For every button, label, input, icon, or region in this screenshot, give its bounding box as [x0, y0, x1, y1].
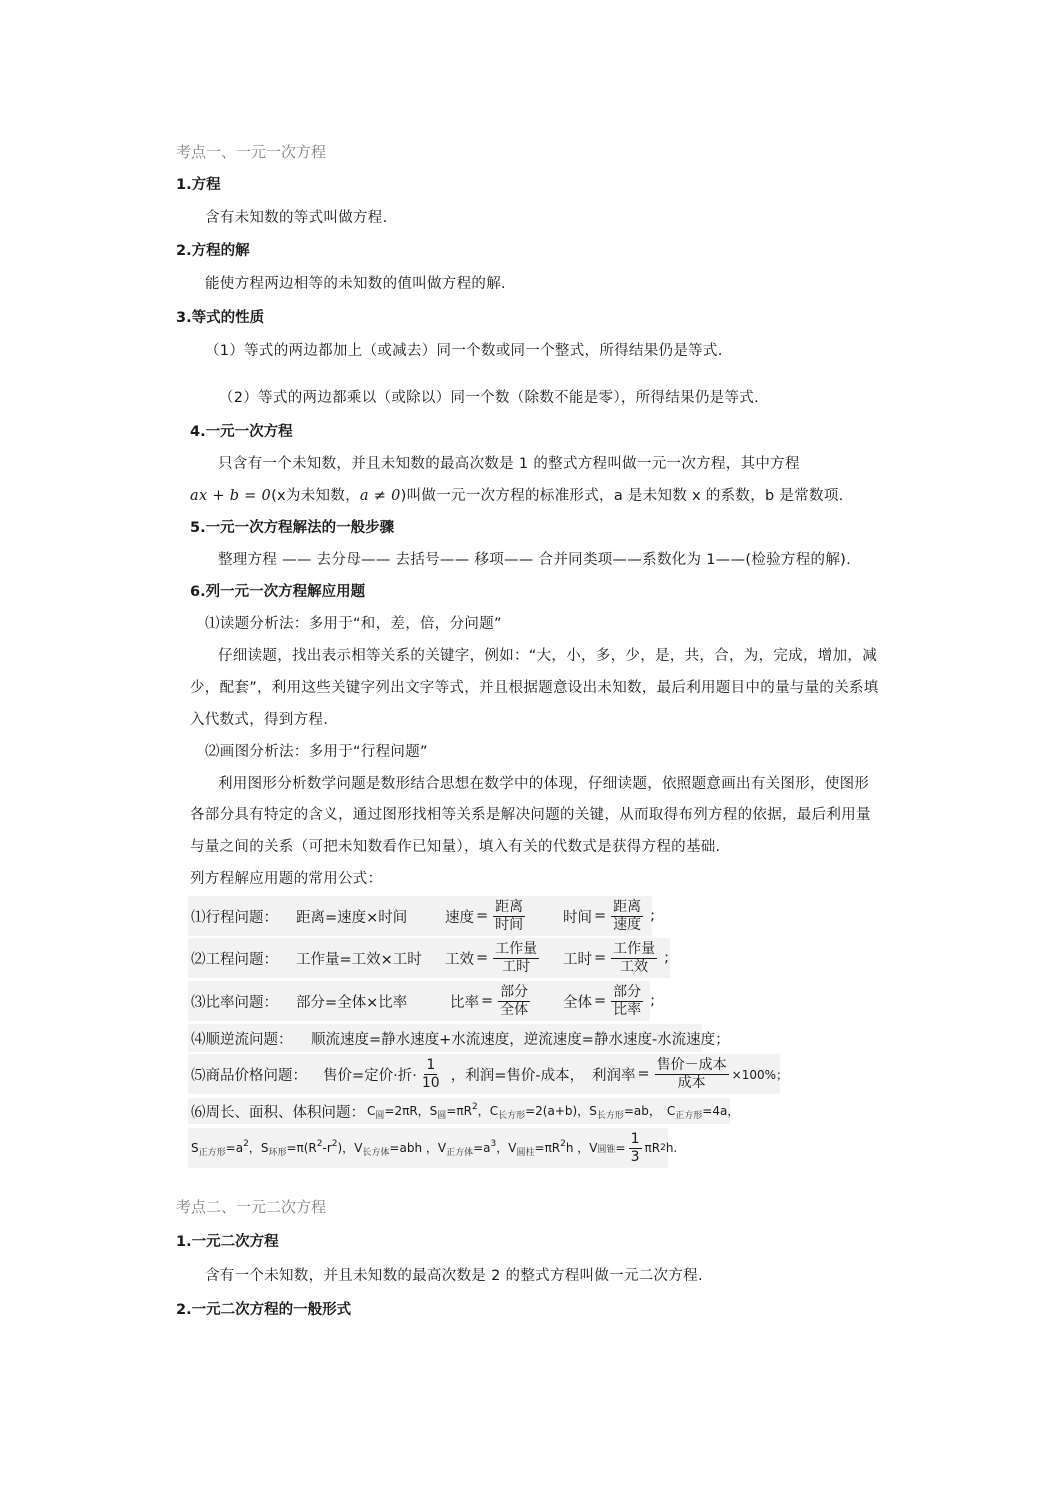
geometry-label: ⑹周长、面积、体积问题： [191, 1104, 365, 1121]
formula-travel-label: ⑴行程问题： [191, 909, 278, 926]
method-1-line-2: 少，配套”，利用这些关键字列出文字等式，并且根据题意设出未知数，最后利用题目中的量与量的关系填 [190, 680, 879, 696]
speed-lhs: 速度 [445, 909, 474, 926]
discount-fraction: $\frac{1}{10}$ [421, 1056, 440, 1091]
heading-quadratic: 1.一元二次方程 [176, 1234, 279, 1250]
heading-quadratic-general-form: 2.一元二次方程的一般形式 [176, 1302, 352, 1318]
speed-fraction: $\frac{\text{距离}}{\text{时间}}$ [495, 898, 524, 933]
nonzero-condition: a ≠ 0 [359, 488, 401, 504]
heading-word-problems: 6.列一元一次方程解应用题 [190, 584, 366, 600]
method-1-line-1: 仔细读题，找出表示相等关系的关键字，例如：“大，小，多，少，是，共，合，为，完成，增加，减 [218, 648, 878, 664]
formula-ratio-rate: 比率 = $\frac{\text{部分}}{\text{全体}}$ [450, 983, 529, 1018]
method-2-title: ⑵画图分析法：多用于“行程问题” [205, 744, 428, 760]
standard-form-text: )叫做一元一次方程的标准形式，a 是未知数 x 的系数，b 是常数项. [400, 488, 844, 504]
cube-volume: $V_{正方体}=a^3$， [437, 1138, 509, 1158]
heading-equation: 1.方程 [176, 177, 221, 193]
efficiency-fraction: $\frac{\text{工作量}}{\text{工时}}$ [495, 940, 538, 975]
formula-profit-rate: 利润率 = $\frac{\text{售价－成本}}{\text{成本}}$ ×100%； [592, 1056, 789, 1091]
method-1-line-3: 入代数式，得到方程. [190, 712, 329, 728]
formula-price-selling: 售价=定价·折· $\frac{1}{10}$ ，利润=售价-成本， [323, 1056, 585, 1091]
work-time-fraction: $\frac{\text{工作量}}{\text{工效}}$ [613, 940, 656, 975]
standard-form-formula: ax + b = 0 [190, 488, 272, 504]
formula-price-label: ⑸商品价格问题： [191, 1067, 307, 1084]
circle-area: $S_圆=\pi R^2$， [429, 1101, 490, 1121]
rectangle-area: $S_{长方形}=ab$， [589, 1103, 661, 1121]
paragraph-linear-def-1: 只含有一个未知数，并且未知数的最高次数是 1 的整式方程叫做一元一次方程，其中方程 [218, 456, 800, 472]
profit-rate-fraction: $\frac{\text{售价－成本}}{\text{成本}}$ [656, 1056, 727, 1091]
cone-fraction: $\frac{1}{3}$ [630, 1130, 640, 1165]
whole-fraction: $\frac{\text{部分}}{\text{比率}}$ [613, 983, 642, 1018]
formula-ratio-whole: 全体 = $\frac{\text{部分}}{\text{比率}}$ ; [563, 983, 656, 1018]
formula-work-time: 工时 = $\frac{\text{工作量}}{\text{工效}}$ ; [563, 940, 670, 975]
ring-area: $S_{环形}=\pi(R^2-r^2)$， [260, 1138, 355, 1158]
formula-stream-label: ⑷顺逆流问题： [191, 1031, 293, 1048]
square-perimeter: $C_{正方形}=4a$， [666, 1103, 740, 1121]
paragraph-quadratic: 含有一个未知数，并且未知数的最高次数是 2 的整式方程叫做一元二次方程. [205, 1268, 703, 1284]
section-title-1: 考点一、一元一次方程 [176, 143, 327, 161]
formula-work-amount: 工作量=工效×工时 [296, 951, 422, 968]
formula-travel-speed: 速度 = $\frac{\text{距离}}{\text{时间}}$ [445, 898, 524, 933]
method-2-line-1: 利用图形分析数学问题是数形结合思想在数学中的体现，仔细读题，依照题意画出有关图形，使图形 [218, 776, 870, 792]
rate-fraction: $\frac{\text{部分}}{\text{全体}}$ [500, 983, 529, 1018]
formula-ratio-label: ⑶比率问题： [191, 994, 278, 1011]
cuboid-volume: $V_{长方体}=abh$ ， [354, 1140, 438, 1158]
paragraph-equation: 含有未知数的等式叫做方程. [205, 210, 388, 226]
heading-linear-equation: 4.一元一次方程 [190, 424, 293, 440]
formula-work-label: ⑵工程问题： [191, 951, 278, 968]
cylinder-volume: $V_{圆柱}=\pi R^2h$ ， [508, 1138, 590, 1158]
paragraph-property-1: （1）等式的两边都加上（或减去）同一个数或同一个整式，所得结果仍是等式. [205, 343, 723, 359]
cone-volume: V 圆锥 = $\frac{1}{3}$ πR 2 h. [589, 1130, 678, 1165]
formula-travel-distance: 距离=速度×时间 [296, 909, 408, 926]
formula-ratio-part: 部分=全体×比率 [296, 994, 408, 1011]
method-1-title: ⑴读题分析法：多用于“和，差，倍，分问题” [205, 616, 502, 632]
paragraph-property-2: （2）等式的两边都乘以（或除以）同一个数（除数不能是零），所得结果仍是等式. [219, 390, 759, 406]
square-area: $S_{正方形}=a^2$， [191, 1138, 261, 1158]
heading-properties: 3.等式的性质 [176, 310, 265, 326]
formula-work-efficiency: 工效 = $\frac{\text{工作量}}{\text{工时}}$ [445, 940, 538, 975]
formula-stream-speeds: 顺流速度=静水速度+水流速度，逆流速度=静水速度-水流速度； [311, 1031, 730, 1048]
section-title-2: 考点二、一元二次方程 [176, 1198, 327, 1216]
circle-circumference: $C_圆=2\pi R$， [367, 1103, 430, 1121]
method-2-line-2: 各部分具有特定的含义，通过图形找相等关系是解决问题的关键，从而取得布列方程的依据，最后利用量 [190, 807, 871, 823]
variable-condition: (x为未知数， [271, 488, 360, 504]
rectangle-perimeter: $C_{长方形}=2(a+b)$， [489, 1103, 590, 1121]
formulas-title: 列方程解应用题的常用公式： [190, 871, 383, 887]
formula-travel-time: 时间 = $\frac{\text{距离}}{\text{速度}}$ ; [563, 898, 656, 933]
formula-geometry-line-1 [191, 1091, 739, 1131]
heading-solution: 2.方程的解 [176, 243, 250, 259]
paragraph-linear-def-2 [190, 486, 844, 506]
paragraph-solution: 能使方程两边相等的未知数的值叫做方程的解. [205, 276, 506, 292]
time-fraction: $\frac{\text{距离}}{\text{速度}}$ [613, 898, 642, 933]
time-lhs: 时间 [563, 909, 592, 926]
heading-solving-steps: 5.一元一次方程解法的一般步骤 [190, 520, 395, 536]
formula-geometry-line-2 [191, 1128, 677, 1168]
paragraph-solving-steps: 整理方程 —— 去分母—— 去括号—— 移项—— 合并同类项——系数化为 1——(检验方程的解). [218, 552, 852, 568]
method-2-line-3: 与量之间的关系（可把未知数看作已知量），填入有关的代数式是获得方程的基础. [190, 839, 721, 855]
